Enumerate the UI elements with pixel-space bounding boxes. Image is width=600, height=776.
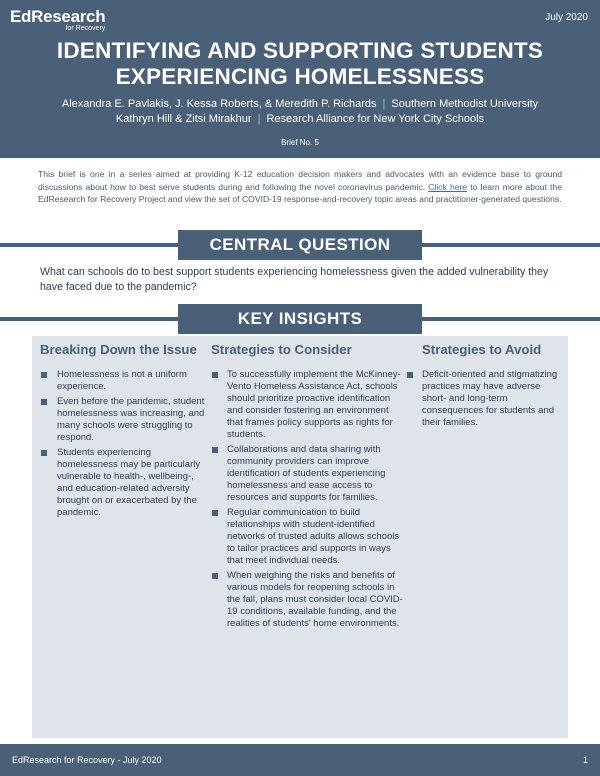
list-item-text: Collaborations and data sharing with community providers can improve identification of students experiencing homelessness and ease access to resources and supports for families.	[227, 444, 386, 503]
page-number: 1	[582, 755, 588, 765]
edresearch-logo	[10, 8, 105, 33]
separator: |	[382, 98, 386, 110]
square-bullet-icon	[41, 372, 47, 378]
title-line-2: EXPERIENCING HOMELESSNESS	[115, 64, 485, 89]
authors-row-2	[0, 112, 600, 127]
bullet-list	[40, 369, 205, 519]
authors-block	[0, 97, 600, 127]
list-item	[211, 570, 407, 630]
square-bullet-icon	[41, 450, 47, 456]
intro-paragraph	[38, 168, 562, 206]
separator: |	[257, 113, 261, 125]
list-item-text: To successfully implement the McKinney-Vento Homeless Assistance Act, schools should prioritize proactive identification and consider fostering an environment that frames policy supports as rights for students.	[227, 369, 401, 440]
list-item-text: When weighing the risks and benefits of various models for reopening schools in the fall, plans must consider local COVID-19 conditions, available funding, and the realities of students' home environments.	[227, 570, 403, 629]
list-item	[211, 444, 407, 504]
square-bullet-icon	[212, 510, 218, 516]
brief-number: Brief No. 5	[281, 138, 319, 147]
logo-sub-text: for Recovery	[65, 25, 106, 32]
affiliation-2: Research Alliance for New York City Schools	[266, 113, 485, 125]
publication-date: July 2020	[545, 12, 588, 23]
square-bullet-icon	[41, 399, 47, 405]
footer-band	[0, 744, 600, 776]
list-item	[40, 396, 205, 444]
list-item-text: Deficit-oriented and stigmatizing practices may have adverse short- and long-term consequences for students and their families.	[422, 369, 558, 428]
intro-text-before: This brief is one in a series aimed at providing K-12 education decision makers and advocates with an evidence base to ground discussions about how to best serve students during and following the novel coronavirus pandemic.	[38, 169, 562, 192]
key-insights-heading: KEY INSIGHTS	[178, 304, 422, 334]
header-band	[0, 0, 600, 158]
list-item-text: Regular communication to build relationships with student-identified networks of trusted adults allows schools to tailor practices and supports in ways that meet individual needs.	[227, 507, 400, 566]
column-title: Strategies to Avoid	[422, 342, 542, 357]
list-item-text: Even before the pandemic, student homelessness was increasing, and many schools were struggling to respond.	[57, 396, 205, 443]
list-item	[211, 507, 407, 567]
authors-names-1: Alexandra E. Pavlakis, J. Kessa Roberts, & Meredith P. Richards	[61, 98, 377, 110]
title-line-1: IDENTIFYING AND SUPPORTING STUDENTS	[56, 38, 544, 63]
list-item-text: Homelessness is not a uniform experience.	[57, 369, 187, 392]
square-bullet-icon	[212, 447, 218, 453]
list-item	[211, 369, 407, 441]
strategies-consider-column	[211, 342, 407, 633]
intro-text-after: to learn more about the EdResearch for Recovery Project and view the set of COVID-19 response-and-recovery topic areas and practitioner-generated questions.	[38, 181, 562, 204]
authors-names-2: Kathryn Hill & Zitsi Mirakhur	[115, 113, 252, 125]
list-item-text: Students experiencing homelessness may be particularly vulnerable to health-, wellbeing-, and education-related adversity brought on or exacerbated by the pandemic.	[57, 447, 201, 518]
central-question-text: What can schools do to best support students experiencing homelessness given the added vulnerability they have faced due to the pandemic?	[40, 266, 549, 293]
breaking-down-column	[40, 342, 205, 522]
central-question-heading: CENTRAL QUESTION	[178, 230, 422, 260]
square-bullet-icon	[212, 372, 218, 378]
list-item	[40, 447, 205, 519]
list-item	[406, 369, 566, 429]
click-here-link[interactable]: Click here	[428, 181, 468, 192]
strategies-avoid-column	[406, 342, 566, 432]
column-title: Breaking Down the Issue	[40, 342, 197, 357]
square-bullet-icon	[212, 573, 218, 579]
page-title	[0, 38, 600, 90]
bullet-list	[211, 369, 407, 630]
logo-main-text: EdResearch	[10, 7, 106, 26]
authors-row-1	[0, 97, 600, 112]
column-title: Strategies to Consider	[211, 342, 352, 357]
affiliation-1: Southern Methodist University	[391, 98, 539, 110]
list-item	[40, 369, 205, 393]
bullet-list	[406, 369, 566, 429]
footer-text: EdResearch for Recovery - July 2020	[12, 755, 162, 765]
square-bullet-icon	[407, 372, 413, 378]
